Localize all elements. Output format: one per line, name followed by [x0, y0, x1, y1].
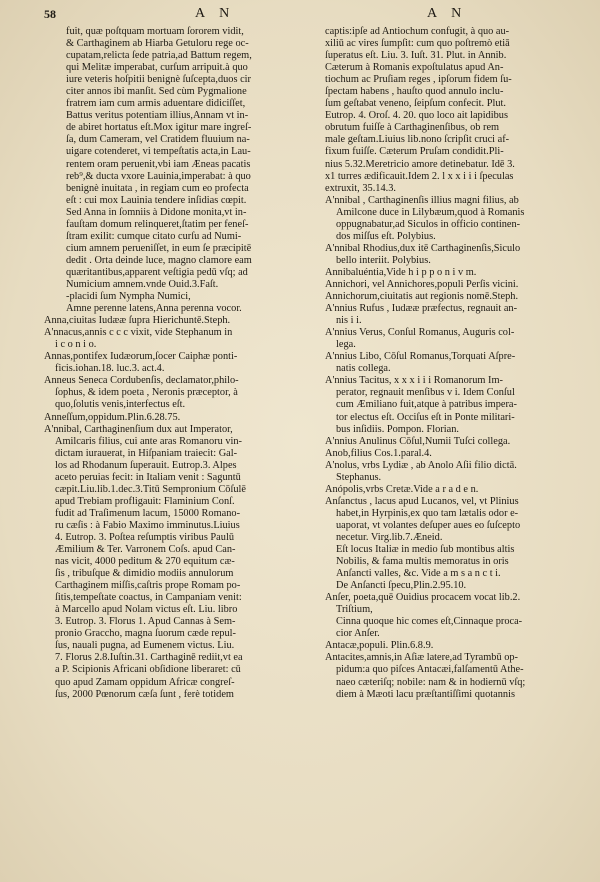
text-line: oppugnabatur,ad Siculos in officio continen- — [336, 218, 521, 230]
text-line: 3. Eutrop. 3. Florus 1. Apud Cannas à Sem- — [55, 616, 236, 628]
text-line: ſtram exilit: cumque citato curſu ad Numi- — [66, 230, 242, 242]
text-line: xiliū ac vires ſumpſit: cum quo poſtremò etiā — [325, 38, 510, 50]
text-line: Æmilium & Ter. Varronem Coſs. apud Can- — [55, 544, 236, 556]
text-line: A'nnibal Rhodius,dux itē Carthaginenſis,Siculo — [325, 242, 521, 254]
text-line: Eſt locus Italiæ in medio ſub montibus altis — [336, 544, 515, 556]
text-line: ſophus, & idem poeta , Neronis præceptor, à — [55, 387, 238, 399]
text-line: Anſancti valles, &c. Vide a m s a n c t i. — [336, 568, 501, 580]
text-line: necetur. Virg.lib.7.Æneid. — [336, 531, 443, 543]
text-line: reb⁹,& ducta vxore Lauinia,imperabat: à quo — [66, 170, 251, 182]
text-line: cum Æmiliano fuit,atque à patribus impera- — [336, 399, 517, 411]
text-line: ſa, dum Cameram, vel Cratidem fluuium na- — [66, 134, 250, 146]
text-line: A'nnius Libo, Cōſul Romanus,Torquati Aſpre- — [325, 351, 516, 363]
text-line: ru cæſis : à Fabio Maximo imminutus.Liuius — [55, 519, 240, 531]
text-line: & Carthaginem ab Hiarba Getuloru rege oc- — [66, 38, 249, 50]
text-line: pronio Graccho, magna ſuorum cæde repul- — [55, 628, 236, 640]
text-line: obrutum fuiſſe à Carthaginenſibus, ob rem — [325, 122, 500, 134]
text-line: ſis , tribuſque & dimidio modiis annulorum — [55, 568, 234, 580]
text-line: x1 turres ædificauit.Idem 2. l x x i i i ſpeculas — [325, 170, 514, 182]
text-line: A'nnius Anulinus Cōſul,Numii Tuſci collega. — [325, 435, 511, 447]
text-line: apud Trebiam profligauit: Flaminium Conſ. — [55, 495, 235, 507]
text-line: Annibaluéntia,Vide h i p p o n i v m. — [325, 266, 477, 278]
text-line: dedit . Orta deinde luce, magno clamore eam — [66, 254, 252, 266]
text-line: ficis.iohan.18. luc.3. act.4. — [55, 363, 165, 375]
text-line: habet,in Hyrpinis,ex quo tam lætalis odor e- — [336, 507, 519, 519]
text-line: A'nolus, vrbs Lydiæ , ab Anolo Aſii filio dictā. — [325, 459, 517, 471]
right-text-column — [325, 26, 563, 878]
text-line: qui Melitæ imperabat, curſum arripuit.à quo — [66, 62, 248, 74]
text-line: Numicium amnem.vnde Ouid.3.Faſt. — [66, 278, 219, 290]
text-line: Anópolis,vrbs Cretæ.Vide a r a d e n. — [325, 483, 479, 495]
text-line: cupatam,relicta ſede patria,ad Battum regem, — [66, 50, 252, 62]
text-line: nis i i. — [336, 315, 362, 327]
text-line: benignè inuitata , in regiam cum eo profecta — [66, 182, 249, 194]
text-line: à Marcello apud Nolam victus eſt. Liu. libro — [55, 604, 238, 616]
text-line: Anna,ciuitas Iudææ ſupra Hierichuntē.Steph. — [44, 315, 231, 327]
text-line: -placidi ſum Nympha Numici, — [66, 291, 191, 303]
text-line: extruxit, 35.14.3. — [325, 182, 396, 194]
text-line: ſus, nauali pugna, ad Eumenem victus. Liu. — [55, 640, 235, 652]
text-line: bello interiit. Polybius. — [336, 254, 431, 266]
text-line: fauſtam domum relinqueret,ſtatim per feneſ- — [66, 218, 249, 230]
text-line: Anſer, poeta,quē Ouidius procacem vocat lib.2. — [325, 592, 521, 604]
text-line: Antacæ,populi. Plin.6.8.9. — [325, 640, 434, 652]
text-line: naeo cæteriſq; nobile: nam & in hodiernū vſq; — [336, 676, 526, 688]
text-line: Amilcone duce in Lilybæum,quod à Romanis — [336, 206, 525, 218]
text-line: Anob,filius Cos.1.paral.4. — [325, 447, 432, 459]
text-line: tor electus eſt. Occiſus eſt in Ponte militari- — [336, 411, 515, 423]
text-line: citer annos ibi manſit. Sed cùm Pygmalione — [66, 86, 247, 98]
text-line: 4. Eutrop. 3. Poſtea reſumptis viribus Paulū — [55, 531, 234, 543]
text-line: Annas,pontifex Iudæorum,ſocer Caiphæ ponti- — [44, 351, 238, 363]
text-line: fuit, quæ poſtquam mortuam ſororem vidit, — [66, 26, 244, 37]
text-line: Triſtium, — [336, 604, 373, 616]
text-line: ſus, 2000 Pœnorum cæſa ſunt , ferè totidem — [55, 688, 234, 700]
text-line: a P. Scipionis Africani obſidione liberaret: cū — [55, 664, 241, 676]
text-line: dos miſſus eſt. Polybius. — [336, 230, 436, 242]
text-line: ſitis,tempeſtate coactus, in Campaniam venit: — [55, 592, 242, 604]
text-line: ſum geſtabat veneno, ſeipſum confecit. Plut. — [325, 98, 506, 110]
text-line: i c o n i o. — [55, 339, 97, 351]
text-line: pidum:a quo piſces Antacæi,falſamentū Athe- — [336, 664, 524, 676]
text-line: Anneſſum,oppidum.Plin.6.28.75. — [44, 411, 181, 423]
text-line: nius 5.32.Meretricio amore detinebatur. Idē 3. — [325, 158, 515, 170]
running-head-left: AN — [195, 6, 244, 21]
text-line: bus inſidiis. Pompon. Florian. — [336, 423, 459, 435]
text-line: ſuperatus eſt. Liu. 3. Iuſt. 31. Plut. in Annib. — [325, 50, 507, 62]
text-line: A'nnius Verus, Conſul Romanus, Auguris col- — [325, 327, 515, 339]
text-line: Sed Anna in ſomniis à Didone monita,vt in- — [66, 206, 247, 218]
text-line: Amne perenne latens,Anna perenna vocor. — [66, 303, 242, 315]
text-line: uaporat, vt volantes deſuper aues eo ſuſcepto — [336, 519, 521, 531]
text-line: Antacites,amnis,in Aſiæ latere,ad Tyrambū op- — [325, 652, 518, 664]
text-line: ſpectam habens , hauſto quod annulo inclu- — [325, 86, 504, 98]
text-line: tiochum ac Pruſiam reges , ipſorum fidem ſu- — [325, 74, 512, 86]
running-head-right: AN — [427, 6, 476, 21]
text-line: quo,ſolutis venis,interfectus eſt. — [55, 399, 186, 411]
text-line: A'nnibal, Carthaginenſium dux aut Imperator, — [44, 423, 233, 435]
text-line: captis:ipſe ad Antiochum confugit, à quo au- — [325, 26, 510, 37]
text-line: Carthaginem miſſis,caſtris prope Romam po- — [55, 580, 241, 592]
text-line: iure veteris hoſpitii benignè ſuſcepta,duos cir — [66, 74, 251, 86]
text-line: quæritantibus,apparent veſtigia pedū vſq; ad — [66, 266, 248, 278]
text-line: Cinna quoque hic comes eſt,Cinnaque proca- — [336, 616, 523, 628]
text-line: Anſanctus , lacus apud Lucanos, vel, vt Plinius — [325, 495, 519, 507]
text-line: De Anſancti ſpecu,Plin.2.95.10. — [336, 580, 467, 592]
text-line: cæpit.Liu.lib.1.dec.3.Titū Sempronium Cōſulē — [55, 483, 246, 495]
text-line: perator, regnauit menſibus v i. Idem Conſul — [336, 387, 515, 399]
text-line: Battus veritus potentiam illius,Annam vt in- — [66, 110, 249, 122]
text-line: Eutrop. 4. Oroſ. 4. 20. quo loco ait lapidibus — [325, 110, 509, 122]
page-number: 58 — [44, 7, 56, 21]
text-line: Annichori, vel Annichores,populi Perſis vicini. — [325, 278, 519, 290]
text-line: 7. Florus 2.8.Iuſtin.31. Carthaginē rediit,vt ea — [55, 652, 243, 664]
text-line: uigare cotenderet, vi tempeſtatis acta,in Lau- — [66, 146, 251, 158]
text-line: dictam iurauerat, in Hiſpaniam traiecit: Gal- — [55, 447, 238, 459]
text-line: fudit ad Traſimenum lacum, 15000 Romano- — [55, 507, 241, 519]
text-line: Cæterum à Romanis expoſtulatus apud An- — [325, 62, 504, 74]
text-line: lega. — [336, 339, 356, 351]
text-line: A'nnius Tacitus, x x x i i i Romanorum Im- — [325, 375, 503, 387]
left-text-column — [44, 26, 320, 878]
text-line: fratrem iam cum armis aduentare didiciſſet, — [66, 98, 246, 110]
text-line: los ad Rhodanum ſuperauit. Eutrop.3. Alpes — [55, 459, 237, 471]
text-line: Anneus Seneca Cordubenſis, declamator,philo- — [44, 375, 239, 387]
text-line: eſt : cui mox Lauinia tendere inſidias cœpit. — [66, 194, 247, 206]
text-line: cior Anſer. — [336, 628, 380, 640]
text-line: fixum fuiſſe. Cæterum Pruſam condidit.Pli- — [325, 146, 504, 158]
text-line: natis collega. — [336, 363, 391, 375]
text-line: Stephanus. — [336, 471, 382, 483]
text-line: Annichorum,ciuitatis aut regionis nomē.Steph. — [325, 291, 519, 303]
text-line: Amilcaris filius, cui ante aras Romanoru vin- — [55, 435, 243, 447]
text-line: quo apud Zamam oppidum Africæ congreſ- — [55, 676, 235, 688]
page-header — [0, 4, 600, 26]
text-line: Nobilis, & fama multis memoratus in oris — [336, 556, 509, 568]
text-line: male geſtam.Liuius lib.nono ſcripſit cruci af- — [325, 134, 510, 146]
text-line: A'nnius Rufus , Iudææ præfectus, regnauit an- — [325, 303, 518, 315]
text-line: aceto peruias fecit: in Italiam venit : Saguntū — [55, 471, 241, 483]
text-line: A'nnibal , Carthaginenſis illius magni filius, ab — [325, 194, 519, 206]
text-line: nas vicit, 4000 peditum & 270 equitum cæ- — [55, 556, 235, 568]
text-line: diem à Mæoti lacu præſtantiſſimi quotannis — [336, 688, 515, 700]
text-line: cium amnem perueniſſet, in eum ſe præcipitē — [66, 242, 252, 254]
text-line: A'nnacus,annis c c c vixit, vide Stephanum in — [44, 327, 233, 339]
text-line: de abiret hortatus eſt.Mox igitur mare ingreſ- — [66, 122, 252, 134]
text-line: rentem oram peruenit,vbi iam Æneas pacatis — [66, 158, 251, 170]
